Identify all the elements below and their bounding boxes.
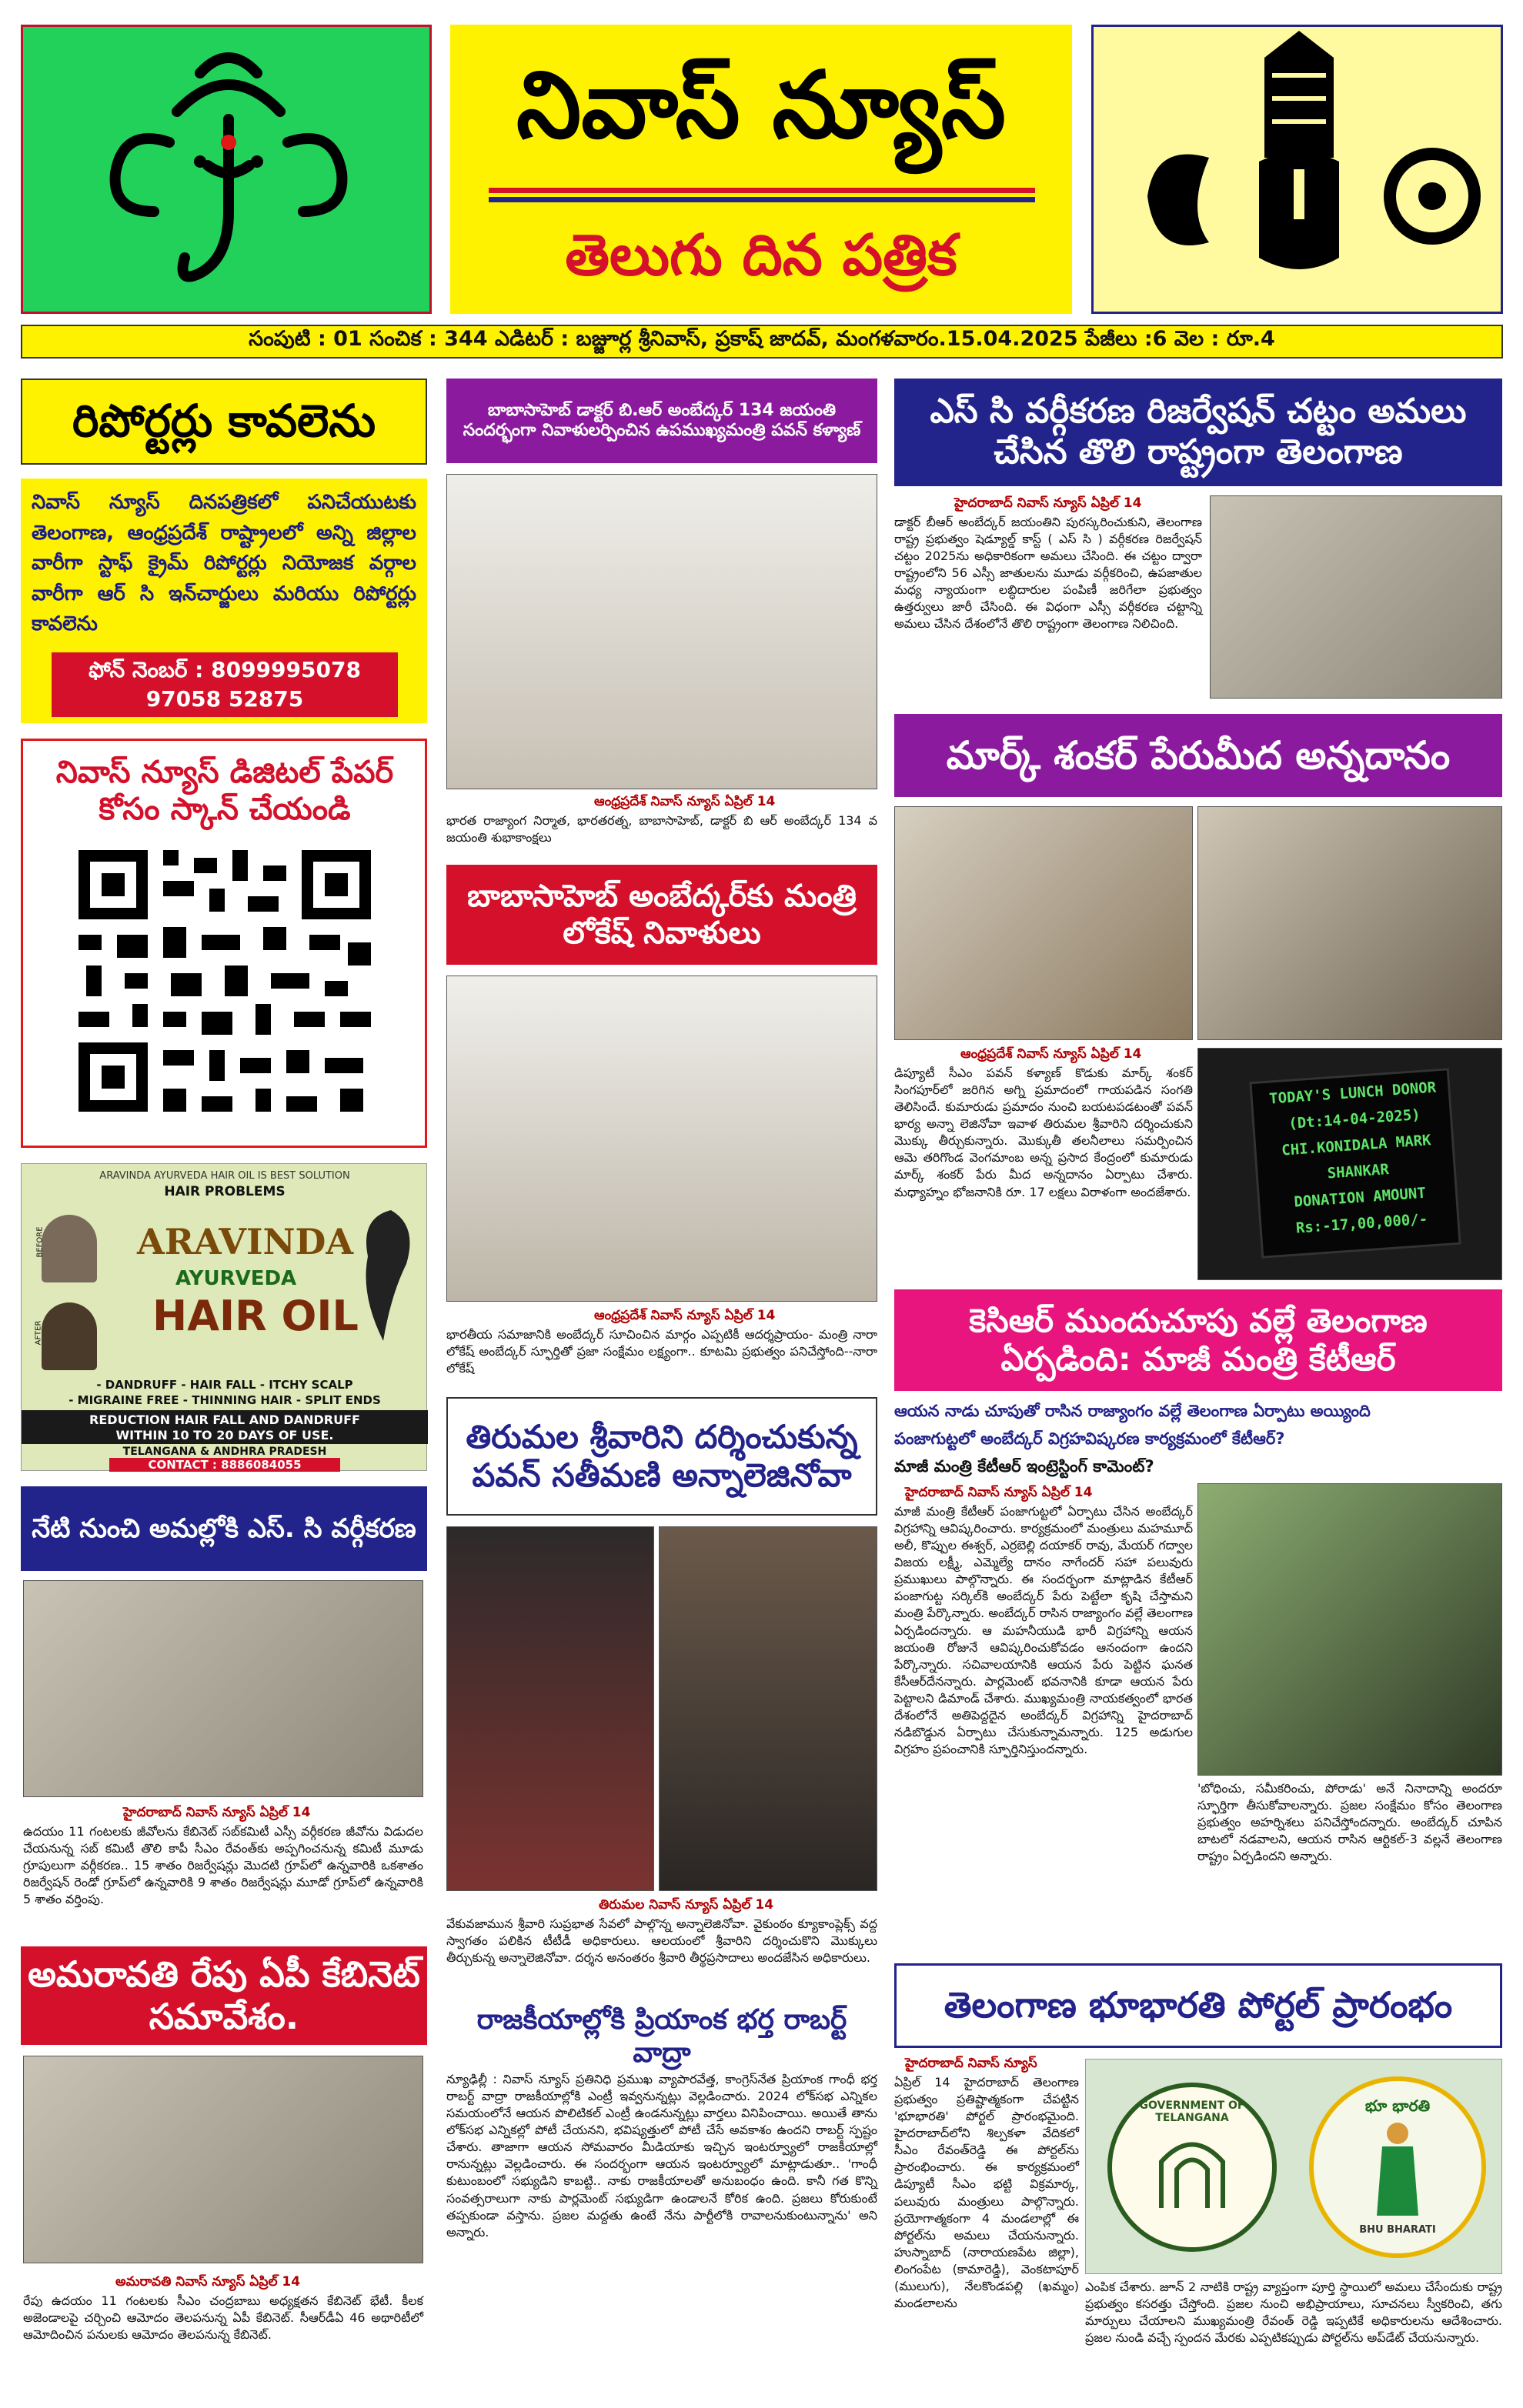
mark-body: డిప్యూటీ సీఎం పవన్ కళ్యాణ్ కొడుకు మార్క్ శంకర్ సింగపూర్‌లో జరిగిన అగ్ని ప్రమాదంలో గాయపడిన సంగతి తెలిసిందే. కుమారుడు ప్రమాదం నుంచి బయటపడటంతో పవన్ భార్య అన్నా లెజినోవా ఇవాళ తిరుమల శ్రీవారిని దర్శించుకుని మొక్కు తీర్చుకున్నారు. మొక్కుతీ తలనీలాలు సమర్పించిన ఆమె తరిగొండ వెంగమాంబ అన్న ప్రసాద కేంద్రంలో కుమారుడు మార్క్ శంకర్ పేరు మీద అన్నదానం ఏర్పాటు చేశారు. మధ్యాహ్నం భోజనానికి రూ. 17 లక్షలు విరాళంగా అందజేశారు. <box>894 1066 1193 1199</box>
vadra-body: న్యూఢిల్లీ : నివాస్ న్యూస్ ప్రతినిధి ప్రముఖ వ్యాపారవేత్త, కాంగ్రెస్‌నేత ప్రియాంక గాంధీ భర్త రాబర్ట్ వాద్రా రాజకీయాల్లోకి ఎంట్రీ ఇవ్వనున్నట్లు వెల్లడించారు. 2024 లోక్‌సభ ఎన్నికల సమయంలోనే ఆయన పొలిటికల్ ఎంట్రీ ఉండనున్నట్లు వార్తలు వినిపించాయి. అయితే తాను లోక్‌సభ ఎన్నికల్లో పోటీ చేయనని, భవిష్యత్తులో పోటీ చేసే అవకాశం ఉందని రాబర్ట్ స్పష్టం చేశారు. తాజాగా ఆయన సోమవారం మీడియాకు ఇచ్చిన ఇంటర్వ్యూలో రాజకీయాల్లో రానున్నట్లు వెల్లడించారు. ఈ సందర్భంగా ఆయన ఇంటర్వ్యూలో మాట్లాడుతూ.. 'గాంధీ కుటుంబంలో సభ్యుడిని కాబట్టి.. నాకు రాజకీయాలతో అనుబంధం ఉంది. కానీ గత కొన్ని సంవత్సరాలుగా నాకు పార్లమెంట్ సభ్యుడిగా ఉండాలనే కోరిక ఉంది. ప్రజలు కోరుకుంటే తప్పకుండా వస్తాను. ప్రజల మద్దతు ఉంటే నేను పార్టీలోకి రావాలనుకుంటున్నాను' అని అన్నారు. <box>446 2072 877 2240</box>
ktr-sub-3: మాజీ మంత్రి కేటీఆర్ ఇంట్రెస్టింగ్ కామెంట్? <box>894 1457 1154 1476</box>
amaravati-cabinet-photo <box>23 2056 423 2263</box>
ad-list-1: - DANDRUFF - HAIR FALL - ITCHY SCALP <box>96 1378 353 1392</box>
mark-caption: ఆంధ్రప్రదేశ్ నివాస్ న్యూస్ ఏప్రిల్ 14 <box>960 1046 1142 1062</box>
sc-meeting-photo <box>23 1580 423 1797</box>
title-rule-blue <box>489 197 1035 202</box>
pawan-body: భారత రాజ్యాంగ నిర్మాత, భారతరత్న, బాబాసాహెబ్, డాక్టర్ బి ఆర్ అంబేద్కర్ 134 వ జయంతి శుభాకాంక్షలు <box>446 813 877 845</box>
digital-paper-panel <box>21 739 427 1148</box>
ad-ayurveda: AYURVEDA <box>175 1267 297 1290</box>
lokesh-body: భారతీయ సమాజానికి అంబేద్కర్ సూచించిన మార్గం ఎప్పటికీ ఆదర్శప్రాయం- మంత్రి నారా లోకేష్ అంబేద్కర్ స్ఫూర్తితో ప్రజా సంక్షేమం లక్ష్యంగా.. కూటమి ప్రభుత్వం పనిచేస్తోంది--నారా లోకేష్ <box>446 1327 877 1376</box>
ad-before-photo <box>42 1215 97 1282</box>
pawan-heading: బాబాసాహెబ్ డాక్టర్ బి.ఆర్ అంబేద్కర్ 134 జయంతి సందర్భంగా నివాళులర్పించిన ఉపముఖ్యమంత్రి పవన్ కళ్యాణ్ <box>446 379 877 463</box>
telangana-talli-icon <box>1371 2120 1424 2220</box>
bhu-bharati-logo <box>1309 2076 1486 2258</box>
lokesh-heading: బాబాసాహెబ్ అంబేద్కర్‌కు మంత్రి లోకేష్ నివాళులు <box>446 865 877 965</box>
donor-board <box>1249 1068 1461 1259</box>
bhu-logo-telugu: భూ భారతి <box>1364 2096 1431 2115</box>
title-panel <box>450 25 1072 314</box>
sc-state-heading: ఎస్ సి వర్గీకరణ రిజర్వేషన్ చట్టం అమలు చేసిన తొలి రాష్ట్రంగా తెలంగాణ <box>894 379 1502 486</box>
vadra-heading: రాజకీయాల్లోకి ప్రియాంక భర్త రాబర్ట్ వాద్రా <box>476 2003 847 2069</box>
bhu-caption: హైదరాబాద్ నివాస్ న్యూస్ <box>905 2056 1037 2071</box>
phone-line-2: 97058 52875 <box>145 686 304 712</box>
ad-top-line: ARAVINDA AYURVEDA HAIR OIL IS BEST SOLUTION <box>99 1170 350 1182</box>
masthead <box>0 0 1523 351</box>
ktr-heading: కెసిఆర్ ముందుచూపు వల్లే తెలంగాణ ఏర్పడింది: మాజీ మంత్రి కేటీఆర్ <box>894 1289 1502 1391</box>
ktr-sub-1: ఆయన నాడు చూపుతో రాసిన రాజ్యాంగం వల్లే తెలంగాణ ఏర్పాటు అయ్యింది <box>894 1402 1371 1420</box>
qr-code-icon[interactable] <box>71 842 379 1119</box>
sc-state-photo <box>1210 495 1502 699</box>
ad-product: HAIR OIL <box>152 1292 359 1340</box>
donor-board-photo <box>1197 1048 1502 1280</box>
tirumala-photo-2 <box>659 1526 877 1891</box>
mark-heading: మార్క్ శంకర్ పేరుమీద అన్నదానం <box>894 714 1502 797</box>
ktr-sub-2: పంజాగుట్టలో అంబేద్కర్ విగ్రహవిష్కరణ కార్యక్రమంలో కేటీఆర్? <box>894 1429 1285 1448</box>
sc-state-caption: హైదరాబాద్ నివాస్ న్యూస్ ఏప్రిల్ 14 <box>954 495 1142 511</box>
tirumala-heading: తిరుమల శ్రీవారిని దర్శించుకున్న పవన్ సతీమణి అన్నాలెజినోవా <box>446 1397 877 1516</box>
annadanam-photo-1 <box>894 806 1193 1040</box>
lokesh-caption: ఆంధ్రప్రదేశ్ నివాస్ న్యూస్ ఏప్రిల్ 14 <box>594 1308 776 1323</box>
title-rule-red <box>489 188 1035 193</box>
ganesha-logo-panel <box>21 25 432 314</box>
ad-list-2: - MIGRAINE FREE - THINNING HAIR - SPLIT ENDS <box>68 1393 381 1407</box>
amaravati-caption: అమరావతి నివాస్ న్యూస్ ఏప్రిల్ 14 <box>115 2274 301 2290</box>
ad-claim-2: WITHIN 10 TO 20 DAYS OF USE. <box>115 1428 334 1442</box>
ad-before-label: BEFORE <box>35 1226 45 1258</box>
ad-claim-band <box>22 1410 428 1444</box>
ktr-body: మాజీ మంత్రి కేటీఆర్ పంజాగుట్టలో ఏర్పాటు చేసిన అంబేద్కర్ విగ్రహాన్ని ఆవిష్కరించారు. కార్యక్రమంలో మంత్రులు మహమూద్ అలీ, కొప్పుల ఈశ్వర్, ఎర్రబెల్లి దయాకర్ రావు, మేయర్ గద్వాల విజయ లక్ష్మీ, ఎమ్మెల్యే దానం నాగేందర్ సహా పలువురు ప్రముఖులు పాల్గొన్నారు. ఈ సందర్భంగా మాట్లాడిన కేటీఆర్ పంజాగుట్ట సర్కిల్‌కి అంబేద్కర్ పేరు పెట్టేలా కృషి చేస్తామని మంత్రి పేర్కొన్నారు. అంబేద్కర్ రాసిన రాజ్యాంగం వల్లే తెలంగాణ ఏర్పడిందన్నారు. ఆ మహనీయుడి భారీ విగ్రహాన్ని ఆయన జయంతి రోజునే ఆవిష్కరించుకోవడం ఆనందంగా ఉందని పేర్కొన్నారు. సచివాలయానికి ఆయన పేరు పెట్టిన ఘనత కేసీఆర్‌దేనన్నారు. పార్లమెంట్ భవనానికి కూడా ఆయన పేరు పెట్టాలని డిమాండ్ చేశారు. ముఖ్యమంత్రి నాయకత్వంలో భారత దేశంలోనే అతిపెద్దదైన అంబేద్కర్ విగ్రహాన్ని హైదరాబాద్ నడిబొడ్డున ఏర్పాటు చేసుకున్నామన్నారు. 125 అడుగుల విగ్రహం ప్రపంచానికి స్ఫూర్తినిస్తుందన్నారు. <box>894 1504 1193 1757</box>
gov-logo-text: GOVERNMENT OF TELANGANA <box>1139 2099 1245 2124</box>
sc-today-body: ఉదయం 11 గంటలకు జీవోలను కేబినెట్ సబ్‌కమిటీ ఎస్సీ వర్గీకరణ జీవోను విడుదల చేయనున్న సబ్ కమిటీ తొలి కాపీ సీఎం రేవంత్‌కు అప్పగించనున్న కమిటీ మూడు గ్రూపులుగా వర్గీకరణ.. 15 శాతం రిజర్వేషన్లు మొదటి గ్రూప్‌లో ఉన్నవారికి ఒకశాతం రిజర్వేషన్ రెండో గ్రూప్‌లో ఉన్నవారికి 9 శాతం రిజర్వేషన్లు మూడో గ్రూప్‌లో ఉన్నవారికి 5 శాతం వర్తింపు. <box>23 1824 423 1907</box>
annadanam-photo-2 <box>1197 806 1502 1040</box>
telangana-govt-seal <box>1107 2083 1277 2252</box>
tirumala-body: వేకువజామున శ్రీవారి సుప్రభాత సేవలో పాల్గొన్న అన్నాలెజినోవా. వైకుంఠం క్యూకాంప్లెక్స్ వద్ద స్వాగతం పలికిన టీటీడీ అధికారులు. ఆలయంలో శ్రీవారిని దర్శించుకొని మొక్కులు తీర్చుకున్న అన్నాలెజినోవా. దర్శన అనంతరం శ్రీవారి తీర్థప్రసాదాలు అందజేసిన అధికారులు. <box>446 1916 877 1966</box>
sc-today-heading: నేటి నుంచి అమల్లోకి ఎస్. సి వర్గీకరణ <box>21 1486 427 1571</box>
ad-problems: HAIR PROBLEMS <box>164 1184 286 1199</box>
ganesha-icon <box>23 27 434 316</box>
lokesh-tribute-photo <box>446 976 877 1302</box>
info-bar-text: సంపుటి : 01 సంచిక : 344 ఎడిటర్ : బజ్జూర్ల శ్రీనివాస్, ప్రకాష్ జాదవ్, మంగళవారం.15.04.2025 పేజీలు :6 వెల : రూ.4 <box>249 327 1275 351</box>
board-line-4: SHANKAR <box>1327 1160 1390 1182</box>
woman-silhouette-icon <box>345 1202 422 1372</box>
ad-contact: CONTACT : 8886084055 <box>109 1458 340 1472</box>
paper-title: నివాస్ న్యూస్ <box>516 52 1006 159</box>
phone-line-1: ఫోన్ నెంబర్ : 8099995078 <box>89 657 361 683</box>
sc-state-body: డాక్టర్ బీఆర్ అంబేద్కర్ జయంతిని పురస్కరించుకుని, తెలంగాణ రాష్ట్ర ప్రభుత్వం షెడ్యూల్డ్ కాస్ట్ ( ఎస్ సి ) వర్గీకరణ రిజర్వేషన్ చట్టం 2025ను అధికారికంగా అమలు చేసింది. ఈ చట్టం ద్వారా రాష్ట్రంలోని 56 ఎస్సీ జాతులను మూడు వర్గీకరించి, ఉపజాతుల మధ్య న్యాయంగా లబ్ధిదారుల పంపిణీ జరిగేలా ప్రభుత్వం ఉత్తర్వులు జారీ చేసింది. ఈ విధంగా ఎస్సీ వర్గీకరణ చట్టాన్ని అమలు చేసిన దేశంలోనే తొలి రాష్ట్రంగా తెలంగాణ నిలిచింది. <box>894 515 1202 632</box>
ad-brand: ARAVINDA <box>137 1221 354 1262</box>
amaravati-body: రేపు ఉదయం 11 గంటలకు సీఎం చంద్రబాబు అధ్యక్షతన కేబినెట్ భేటీ. కీలక అజెండాలపై చర్చించి ఆమోదం తెలపనున్న ఏపీ కేబినెట్. సీఆర్‌డీఏ 46 అథారిటీలో ఆమోదించిన పనులకు ఆమోదం తెలపనున్న కేబినెట్. <box>23 2293 423 2343</box>
bhu-body-bottom: ఎంపిక చేశారు. జూన్ 2 నాటికి రాష్ట్ర వ్యాప్తంగా పూర్తి స్థాయిలో అమలు చేసేందుకు రాష్ట్ర ప్రభుత్వం కసరత్తు చేస్తోంది. ప్రజల నుంచి అభిప్రాయాలు, సూచనలు స్వీకరించి, తగు మార్పులు చేయాలని ముఖ్యమంత్రి రేవంత్ రెడ్డి ఇప్పటికే అధికారులను ఆదేశించారు. ప్రజల నుండి వచ్చే స్పందన మేరకు ఎప్పటికప్పుడు పోర్టల్‌ను అప్‌డేట్ చేయనున్నారు. <box>1085 2280 1502 2346</box>
amaravati-heading: అమరావతి రేపు ఏపీ కేబినెట్ సమావేశం. <box>21 1946 427 2045</box>
info-bar <box>21 325 1503 359</box>
reporters-notice <box>21 479 427 723</box>
ad-region: TELANGANA & ANDHRA PRADESH <box>122 1446 327 1458</box>
board-line-6: Rs:-17,00,000/- <box>1295 1210 1428 1237</box>
reporters-body: నివాస్ న్యూస్ దినపత్రికలో పనిచేయుటకు తెలంగాణ, ఆంధ్రప్రదేశ్ రాష్ట్రాలలో అన్ని జిల్లాల వారీగా స్టాఫ్ క్రైమ్ రిపోర్టర్లు నియోజక వర్గాల వారీగా ఆర్ సి ఇన్‌చార్జులు మరియు రిపోర్టర్లు కావలెను <box>32 491 416 636</box>
hair-oil-ad <box>21 1163 427 1471</box>
pawan-caption: ఆంధ్రప్రదేశ్ నివాస్ న్యూస్ ఏప్రిల్ 14 <box>594 794 776 809</box>
board-line-2: (Dt:14-04-2025) <box>1288 1106 1421 1132</box>
ktr-photo <box>1197 1483 1502 1776</box>
tirumala-caption: తిరుమల నివాస్ న్యూస్ ఏప్రిల్ 14 <box>599 1897 774 1913</box>
ktr-caption: హైదరాబాద్ నివాస్ న్యూస్ ఏప్రిల్ 14 <box>905 1485 1093 1500</box>
paper-subtitle: తెలుగు దిన పత్రిక <box>565 222 957 288</box>
ad-after-label: AFTER <box>34 1320 43 1346</box>
bhu-body-side: ఏప్రిల్ 14 హైదరాబాద్ తెలంగాణ ప్రభుత్వం ప్రతిష్టాత్మకంగా చేపట్టిన 'భూభారతి' పోర్టల్ ప్రారంభమైంది. హైదరాబాద్‌లోని శిల్పకళా వేదికలో సీఎం రేవంత్‌రెడ్డి ఈ పోర్టల్‌ను ప్రారంభించారు. ఈ కార్యక్రమంలో డిప్యూటీ సీఎం భట్టి విక్రమార్క, పలువురు మంత్రులు పాల్గొన్నారు. ప్రయోగాత్మకంగా 4 మండలాల్లో ఈ పోర్టల్‌ను అమలు చేయనున్నారు. హుస్నాబాద్ (నారాయణపేట జిల్లా), లింగంపేట (కామారెడ్డి), వెంకటాపూర్ (ములుగు), నేలకొండపల్లి (ఖమ్మం) మండలాలను <box>894 2075 1079 2311</box>
board-line-3: CHI.KONIDALA MARK <box>1281 1132 1432 1159</box>
pawan-tribute-photo <box>446 474 877 789</box>
bhu-logos <box>1085 2059 1502 2274</box>
ad-claim-1: REDUCTION HAIR FALL AND DANDRUFF <box>89 1412 360 1427</box>
board-line-5: DONATION AMOUNT <box>1293 1184 1427 1211</box>
balaji-icon <box>1094 27 1505 316</box>
ktr-quote: 'బోధించు, సమీకరించు, పోరాడు' అనే నినాదాన్ని అందరూ స్ఫూర్తిగా తీసుకోవాలన్నారు. ప్రజల సంక్షేమం కోసం తెలంగాణ ప్రభుత్వం అహర్నిశలు పనిచేస్తోందన్నారు. అంబేద్కర్ చూపిన బాటలో నడవాలని, ఆయన రాసిన ఆర్టికల్-3 వల్లనే తెలంగాణ రాష్ట్రం ఏర్పడిందని అన్నారు. <box>1197 1781 1502 1864</box>
bhu-heading: తెలంగాణ భూభారతి పోర్టల్ ప్రారంభం <box>894 1963 1502 2048</box>
bhu-logo-english: BHU BHARATI <box>1359 2224 1436 2236</box>
reporters-heading: రిపోర్టర్లు కావలెను <box>21 379 427 465</box>
board-line-1: TODAY'S LUNCH DONOR <box>1268 1079 1437 1108</box>
digital-paper-heading: నివాస్ న్యూస్ డిజిటల్ పేపర్ కోసం స్కాన్ చేయండి <box>55 755 394 827</box>
sc-today-caption: హైదరాబాద్ నివాస్ న్యూస్ ఏప్రిల్ 14 <box>123 1805 311 1820</box>
phone-box <box>52 652 398 717</box>
ad-after-photo <box>42 1302 97 1370</box>
tirumala-photo-1 <box>446 1526 654 1891</box>
kakatiya-arch-icon <box>1154 2127 1231 2212</box>
balaji-logo-panel <box>1091 25 1503 314</box>
